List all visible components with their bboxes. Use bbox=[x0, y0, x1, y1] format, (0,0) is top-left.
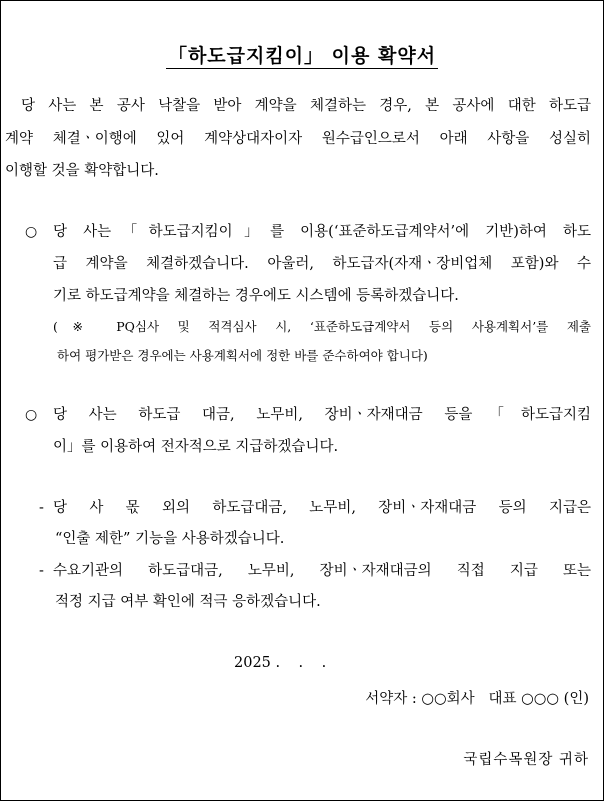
intro-line: 계약 체결ㆍ이행에 있어 계약상대자이자 원수급인으로서 아래 사항을 성실히 bbox=[5, 130, 591, 147]
circle-bullet-icon: ○ bbox=[25, 224, 38, 240]
note-line: (※ PQ심사 및 적격심사 시, ‘표준하도급계약서 등의 사용계획서’를 제출 bbox=[53, 319, 591, 334]
sub-item-line: 수요기관의 하도급대금, 노무비, 장비ㆍ자재대금의 직접 지급 또는 bbox=[53, 563, 591, 579]
item-line: 당 사는 하도급 대금, 노무비, 장비ㆍ자재대금 등을「하도급지킴 bbox=[53, 407, 591, 423]
sub-item-2 bbox=[1, 556, 604, 618]
intro-paragraph bbox=[1, 90, 604, 188]
sub-item-line: “인출 제한” 기능을 사용하겠습니다. bbox=[55, 531, 285, 547]
note-line: 하여 평가받은 경우에는 사용계획서에 정한 바를 준수하여야 합니다) bbox=[57, 348, 428, 363]
sub-item-1 bbox=[1, 493, 604, 555]
item-line: 급 계약을 체결하겠습니다. 아울러, 하도급자(자재ㆍ장비업체 포함)와 수 bbox=[53, 256, 591, 272]
item-note bbox=[1, 312, 604, 370]
addressee: 국립수목원장 귀하 bbox=[463, 752, 589, 768]
item-line: 기로 하도급계약을 체결하는 경우에도 시스템에 등록하겠습니다. bbox=[53, 288, 459, 304]
item-line: 당 사는「하도급지킴이」를 이용(‘표준하도급계약서’에 기반)하여 하도 bbox=[53, 224, 591, 240]
pledge-item-1 bbox=[1, 216, 604, 370]
circle-bullet-icon: ○ bbox=[25, 407, 38, 423]
dash-bullet-icon: - bbox=[39, 500, 44, 516]
intro-line: 이행할 것을 확약합니다. bbox=[5, 163, 159, 179]
pledge-item-2 bbox=[1, 399, 604, 463]
sub-item-line: 당 사 몫 외의 하도급대금, 노무비, 장비ㆍ자재대금 등의 지급은 bbox=[53, 500, 591, 516]
intro-line: 당 사는 본 공사 낙찰을 받아 계약을 체결하는 경우, 본 공사에 대한 하도급 bbox=[21, 98, 591, 114]
signer-line: 서약자 : ○○회사 대표 ○○○ (인) bbox=[365, 691, 589, 707]
document-title bbox=[1, 41, 603, 68]
pledge-date: 2025 . . . bbox=[234, 655, 327, 671]
item-line: 이」를 이용하여 전자적으로 지급하겠습니다. bbox=[53, 439, 339, 455]
document-title-text: 「하도급지킴이」 이용 확약서 bbox=[167, 45, 437, 67]
dash-bullet-icon: - bbox=[39, 563, 44, 579]
sub-item-line: 적정 지급 여부 확인에 적극 응하겠습니다. bbox=[55, 594, 321, 610]
